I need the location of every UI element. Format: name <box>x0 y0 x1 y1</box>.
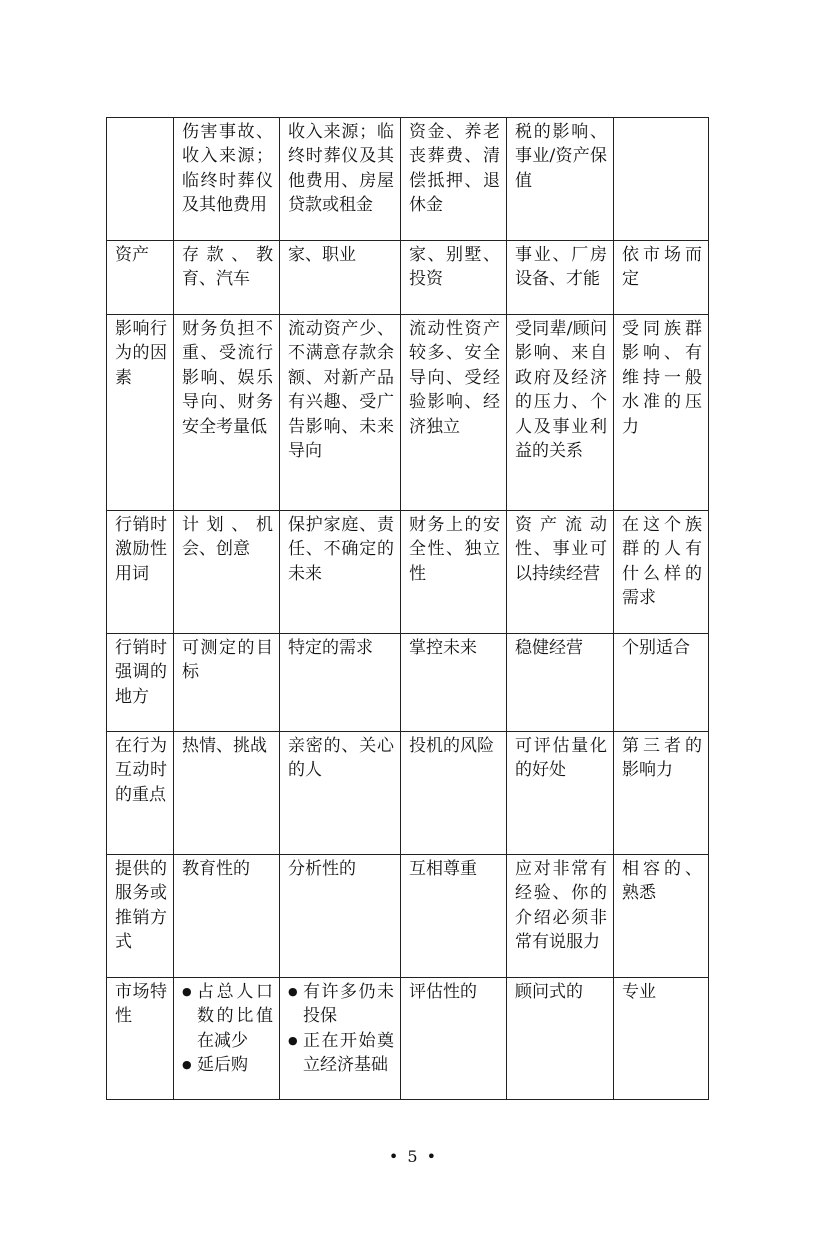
table-cell: 家、别墅、投资 <box>401 241 507 315</box>
market-segment-table <box>106 117 709 1100</box>
table-cell: 投机的风险 <box>401 732 507 855</box>
row-label: 行销时激励性用词 <box>107 511 174 634</box>
table-cell: 可评估量化的好处 <box>507 732 614 855</box>
table-cell: 教育性的 <box>174 855 280 978</box>
table-cell: 相容的、熟悉 <box>614 855 709 978</box>
bullet-item: ● 延后购 <box>182 1053 273 1077</box>
row-label: 市场特性 <box>107 978 174 1100</box>
row-label: 提供的服务或推销方式 <box>107 855 174 978</box>
table-cell: 财务上的安全性、独立性 <box>401 511 507 634</box>
table-row <box>107 855 709 978</box>
row-label: 在行为互动时的重点 <box>107 732 174 855</box>
table-cell: 资金、养老丧葬费、清偿抵押、退休金 <box>401 118 507 241</box>
table-cell: 稳健经营 <box>507 634 614 732</box>
table-cell: 分析性的 <box>280 855 401 978</box>
row-label: 行销时强调的地方 <box>107 634 174 732</box>
table-row <box>107 118 709 241</box>
table-cell: 资产流动性、事业可以持续经营 <box>507 511 614 634</box>
table-cell: 存款、教育、汽车 <box>174 241 280 315</box>
table-cell: 受同族群影响、有维持一般水准的压力 <box>614 315 709 511</box>
table-cell <box>280 978 401 1100</box>
bullet-item: ● 正在开始奠立经济基础 <box>288 1029 394 1078</box>
row-label: 影响行为的因素 <box>107 315 174 511</box>
table-cell: 收入来源；临终时葬仪及其他费用、房屋贷款或租金 <box>280 118 401 241</box>
table-cell: 受同辈/顾问影响、来自政府及经济的压力、个人及事业利益的关系 <box>507 315 614 511</box>
table-cell <box>174 978 280 1100</box>
bullet-list <box>288 980 394 1078</box>
bullet-item: ● 占总人口数的比值在减少 <box>182 980 273 1053</box>
table-cell: 财务负担不重、受流行影响、娱乐导向、财务安全考量低 <box>174 315 280 511</box>
page-number: • 5 • <box>388 1147 439 1166</box>
table-cell: 顾问式的 <box>507 978 614 1100</box>
table-row <box>107 241 709 315</box>
table-cell: 可测定的目标 <box>174 634 280 732</box>
table-cell: 事业、厂房设备、才能 <box>507 241 614 315</box>
table-row <box>107 978 709 1100</box>
table-cell: 应对非常有经验、你的介绍必须非常有说服力 <box>507 855 614 978</box>
table-cell: 第三者的影响力 <box>614 732 709 855</box>
table-cell: 家、职业 <box>280 241 401 315</box>
table-row <box>107 634 709 732</box>
table-cell: 流动资产少、不满意存款余额、对新产品有兴趣、受广告影响、未来导向 <box>280 315 401 511</box>
table-cell <box>614 118 709 241</box>
table-cell: 热情、挑战 <box>174 732 280 855</box>
bullet-item: ● 有许多仍未投保 <box>288 980 394 1029</box>
table-cell: 亲密的、关心的人 <box>280 732 401 855</box>
table-cell: 保护家庭、责任、不确定的未来 <box>280 511 401 634</box>
table-cell: 伤害事故、收入来源；临终时葬仪及其他费用 <box>174 118 280 241</box>
table-cell: 评估性的 <box>401 978 507 1100</box>
bullet-list <box>182 980 273 1078</box>
table-cell: 互相尊重 <box>401 855 507 978</box>
row-label <box>107 118 174 241</box>
table-cell: 计划、机会、创意 <box>174 511 280 634</box>
table-cell: 个别适合 <box>614 634 709 732</box>
table-row <box>107 732 709 855</box>
table-cell: 在这个族群的人有什么样的需求 <box>614 511 709 634</box>
table-row <box>107 511 709 634</box>
table-cell: 专业 <box>614 978 709 1100</box>
row-label: 资产 <box>107 241 174 315</box>
table-row <box>107 315 709 511</box>
table-cell: 特定的需求 <box>280 634 401 732</box>
table-cell: 掌控未来 <box>401 634 507 732</box>
table-cell: 依市场而定 <box>614 241 709 315</box>
table-cell: 税的影响、事业/资产保值 <box>507 118 614 241</box>
table-cell: 流动性资产较多、安全导向、受经验影响、经济独立 <box>401 315 507 511</box>
